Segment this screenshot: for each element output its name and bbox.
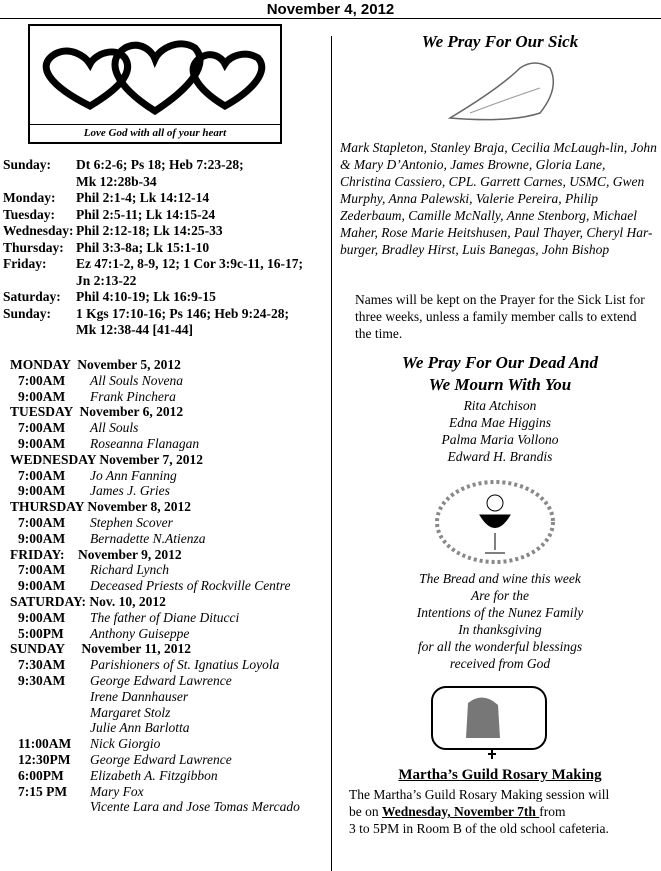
reading-text: Phil 2:5-11; Lk 14:15-24 [76, 206, 216, 222]
mass-day-heading: THURSDAY November 8, 2012 [10, 499, 192, 515]
martha-line-2 [349, 803, 661, 820]
reading-text: Phil 4:10-19; Lk 16:9-15 [76, 289, 216, 304]
mass-time: 7:00AM [18, 514, 66, 530]
reading-row-cont [3, 322, 328, 339]
mass-intention: Anthony Guiseppe [90, 625, 190, 641]
reading-row [3, 207, 328, 224]
mass-time: 9:00AM [18, 609, 66, 625]
mass-time: 9:00AM [18, 483, 66, 499]
mass-row [10, 626, 330, 642]
reading-row [3, 223, 328, 240]
mass-intention: Vicente Lara and Jose Tomas Mercado [90, 799, 300, 815]
mass-row [10, 736, 330, 752]
mass-intention: The father of Diane Ditucci [90, 609, 240, 625]
mass-time: 7:00AM [18, 420, 66, 436]
reading-day: Saturday: [3, 289, 61, 304]
martha-date: Wednesday, November 7th [382, 804, 540, 819]
mass-intention: All Souls [90, 420, 139, 436]
mass-time: 7:30AM [18, 657, 66, 673]
reading-row [3, 240, 328, 257]
mass-schedule [10, 357, 330, 815]
deceased-name: Rita Atchison [463, 398, 537, 413]
sick-names-list: Mark Stapleton, Stanley Braja, Cecilia McLaugh-lin, John & Mary D’Antonio, James Browne, Gloria Lane, Christina Cassiero, CPL. Garrett Carnes, USMC, Gwen Murphy, Anna Palewski, Valerie Pereira, Philip Zederbaum, Camille McNally, Anne Stenborg, Michael Maher, Rose Marie Heitshusen, Paul Thayer, Cheryl Har-burger, Bradley Hirst, Luis Banegas, John Bishop [340, 140, 657, 257]
sick-list-note: Names will be kept on the Prayer for the Sick List for three weeks, unless a family member calls to extend the time. [355, 292, 645, 341]
mass-day-heading: WEDNESDAY November 7, 2012 [10, 451, 204, 467]
mass-intention: Frank Pinchera [90, 388, 176, 404]
mass-time: 5:00PM [18, 625, 64, 641]
mass-intention: Margaret Stolz [90, 704, 171, 720]
mass-row [10, 610, 330, 626]
dead-title-line1: We Pray For Our Dead And [402, 353, 598, 372]
hearts-logo-image [28, 24, 282, 144]
reading-day-blank [3, 273, 76, 290]
mass-day-heading: TUESDAY November 6, 2012 [10, 404, 184, 420]
martha-guild-title: Martha’s Guild Rosary Making [398, 767, 602, 783]
mass-row [10, 720, 330, 736]
bread-line: The Bread and wine this week [419, 571, 581, 586]
chalice-wreath-image [430, 475, 560, 570]
bread-line: In thanksgiving [458, 622, 542, 637]
mass-intention: Stephen Scover [90, 514, 173, 530]
reading-day: Tuesday: [3, 206, 56, 222]
mass-row [10, 531, 330, 547]
bread-line: Intentions of the Nunez Family [416, 605, 584, 620]
bread-line: received from God [449, 656, 551, 671]
reading-day-blank [3, 322, 76, 339]
mass-row [10, 389, 330, 405]
mass-row [10, 752, 330, 768]
mass-intention: Elizabeth A. Fitzgibbon [90, 767, 218, 783]
mass-row [10, 768, 330, 784]
mass-row [10, 373, 330, 389]
bread-wine-dedication [340, 570, 660, 672]
bread-line: for all the wonderful blessings [417, 639, 583, 654]
martha-guild-details [349, 786, 661, 837]
reading-day: Sunday: [3, 157, 52, 172]
mass-time: 7:00AM [18, 372, 66, 388]
mass-intention: Parishioners of St. Ignatius Loyola [90, 657, 280, 673]
mass-row [10, 673, 330, 689]
deceased-name: Edward H. Brandis [447, 449, 553, 464]
mass-time: 9:00AM [18, 388, 66, 404]
mass-intention: Roseanna Flanagan [90, 435, 200, 451]
mass-time: 12:30PM [18, 751, 71, 767]
dead-title-line2: We Mourn With You [428, 375, 572, 394]
mass-time [10, 799, 90, 815]
mass-row [10, 515, 330, 531]
bread-line: Are for the [471, 588, 529, 603]
mass-row [10, 705, 330, 721]
mass-intention: All Souls Novena [90, 372, 183, 388]
reading-row [3, 190, 328, 207]
martha-pre: be on [349, 804, 382, 819]
reading-day-blank [3, 174, 76, 191]
mass-time [10, 720, 90, 736]
mass-intention: Jo Ann Fanning [90, 467, 177, 483]
mass-day-heading: FRIDAY: November 9, 2012 [10, 546, 182, 562]
reading-row [3, 289, 328, 306]
reading-text: Ez 47:1-2, 8-9, 12; 1 Cor 3:9c-11, 16-17; [76, 256, 303, 271]
martha-post: from [539, 804, 566, 819]
reading-text-cont: Mk 12:38-44 [41-44] [76, 322, 193, 337]
mass-time: 7:00AM [18, 467, 66, 483]
reading-row [3, 256, 328, 273]
mass-time: 7:15 PM [18, 783, 68, 799]
mass-row [10, 436, 330, 452]
mass-day-heading: SATURDAY: Nov. 10, 2012 [10, 593, 166, 609]
mass-row [10, 657, 330, 673]
mass-day-heading: SUNDAY November 11, 2012 [10, 641, 192, 657]
mass-time: 9:00AM [18, 578, 66, 594]
mass-row [10, 689, 330, 705]
mass-time: 6:00PM [18, 767, 64, 783]
mass-intention: Julie Ann Barlotta [90, 720, 190, 736]
dead-names-list [340, 397, 660, 465]
martha-line-1: The Martha’s Guild Rosary Making session will [349, 787, 610, 802]
mass-time: 9:00AM [18, 435, 66, 451]
deceased-name: Edna Mae Higgins [449, 415, 551, 430]
mass-intention: George Edward Lawrence [90, 672, 232, 688]
reading-text: Dt 6:2-6; Ps 18; Heb 7:23-28; [76, 157, 244, 172]
reading-text: 1 Kgs 17:10-16; Ps 146; Heb 9:24-28; [76, 305, 289, 321]
reading-row-cont [3, 174, 328, 191]
reading-day: Sunday: [3, 305, 52, 321]
mass-time: 7:00AM [18, 562, 66, 578]
sick-title: We Pray For Our Sick [421, 32, 579, 51]
reading-text: Phil 3:3-8a; Lk 15:1-10 [76, 239, 210, 255]
dead-title [340, 352, 660, 396]
reading-text-cont: Mk 12:28b-34 [76, 173, 157, 189]
mass-intention: Irene Dannhauser [90, 688, 189, 704]
martha-line-3: 3 to 5PM in Room B of the old school cafeteria. [349, 821, 609, 836]
mass-time: 11:00AM [18, 736, 72, 752]
reading-row-cont [3, 273, 328, 290]
mass-row [10, 420, 330, 436]
reading-row [3, 157, 328, 174]
reading-day: Monday: [3, 190, 56, 205]
mass-intention: Bernadette N.Atienza [90, 530, 206, 546]
mass-time: 9:30AM [18, 672, 66, 688]
mass-row [10, 799, 330, 815]
mass-intention: Deceased Priests of Rockville Centre [90, 578, 291, 594]
logo-caption: Love God with all of your heart [30, 124, 280, 139]
mass-row [10, 483, 330, 499]
mass-intention: James J. Gries [90, 483, 170, 499]
mass-intention: Nick Giorgio [90, 736, 161, 752]
reading-day: Wednesday: [3, 223, 74, 238]
reading-day: Thursday: [3, 239, 64, 255]
mass-row [10, 468, 330, 484]
mass-intention: Mary Fox [90, 783, 144, 799]
mass-intention: Richard Lynch [90, 562, 169, 578]
reading-row [3, 306, 328, 323]
page-header-date: November 4, 2012 [0, 0, 661, 19]
deceased-name: Palma Maria Vollono [441, 432, 559, 447]
praying-hands-image [440, 58, 570, 128]
rosary-image [428, 683, 550, 761]
mass-day-heading: MONDAY November 5, 2012 [10, 357, 181, 372]
mass-intention: George Edward Lawrence [90, 751, 232, 767]
column-divider [331, 36, 332, 871]
reading-text-cont: Jn 2:13-22 [76, 272, 137, 288]
mass-time [10, 705, 90, 721]
reading-text: Phil 2:12-18; Lk 14:25-33 [76, 223, 223, 238]
weekly-readings [3, 157, 328, 339]
mass-time: 9:00AM [18, 530, 66, 546]
mass-row [10, 562, 330, 578]
reading-text: Phil 2:1-4; Lk 14:12-14 [76, 190, 210, 205]
mass-row [10, 578, 330, 594]
mass-time [10, 689, 90, 705]
reading-day: Friday: [3, 256, 47, 271]
mass-row [10, 784, 330, 800]
